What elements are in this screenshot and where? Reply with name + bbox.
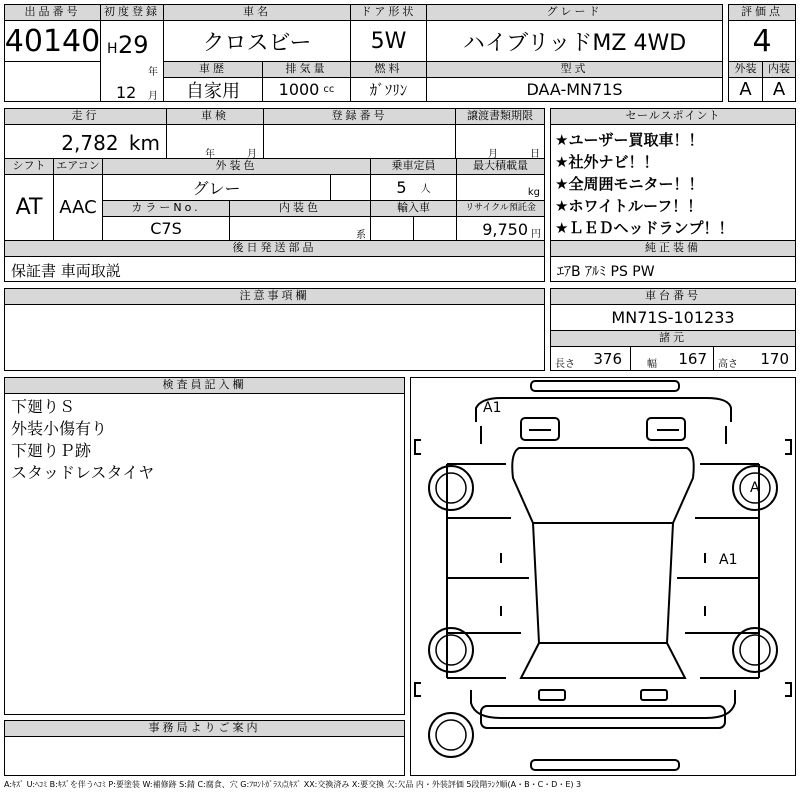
mark-a1-right: A1	[719, 552, 738, 568]
height-box	[713, 346, 796, 371]
transfer-label: 譲渡書類期限	[455, 108, 545, 125]
score-label: 評価点	[728, 4, 796, 21]
name-label: 車名	[163, 4, 351, 21]
windshield-shape	[512, 448, 694, 523]
reg-year: 29	[118, 31, 149, 59]
recycle-box	[456, 216, 545, 241]
air-conditioner: AAC	[53, 174, 103, 241]
import-a	[370, 216, 414, 241]
load-box	[456, 174, 545, 201]
body-sides	[447, 464, 759, 678]
inspector-line: 下廻りＳ	[11, 397, 76, 416]
inspector-label: 検査員記入欄	[4, 377, 405, 394]
car-diagram-svg	[411, 378, 795, 775]
inspect-month-unit: 月	[247, 149, 257, 159]
fuel: ｶﾞｿﾘﾝ	[350, 77, 427, 102]
inspect-box	[166, 124, 264, 159]
lot-label: 出品番号	[4, 4, 101, 21]
mileage: 2,782	[61, 131, 119, 155]
color-blank	[330, 174, 371, 201]
transfer-box	[455, 124, 545, 159]
import-b	[413, 216, 457, 241]
year-unit: 年	[148, 67, 158, 78]
recycle-fee: 9,750	[482, 220, 528, 239]
reg-box	[100, 20, 164, 102]
mark-a-right: A	[750, 480, 760, 496]
color-label: 外装色	[102, 158, 371, 175]
width-box	[630, 346, 714, 371]
displacement: 1000	[278, 80, 320, 99]
model-label: 型式	[426, 61, 723, 78]
width: 167	[678, 350, 707, 368]
height: 170	[760, 350, 789, 368]
shift-label: シフト	[4, 158, 54, 175]
intcolor-label: 内装色	[229, 200, 371, 217]
exterior-color: グレー	[102, 174, 331, 201]
import-label: 輸入車	[370, 200, 457, 217]
legend-footer: A:ｷｽﾞ U:ﾍｺﾐ B:ｷｽﾞを伴うﾍｺﾐ P:要塗装 W:補修跡 S:錆 C:腐食、穴 G:ﾌﾛﾝﾄｶﾞﾗｽ点ｷｽﾞ XX:交換済み X:要交換 欠:欠品 内・外装評価 5段階ﾗﾝｸ順(A・B・C・D・E) 3	[4, 780, 582, 789]
lot-blank	[4, 61, 101, 102]
inspect-label: 車検	[166, 108, 264, 125]
car-name: クロスビー	[163, 20, 351, 62]
taillight-right	[641, 690, 667, 700]
reg-label: 初度登録	[100, 4, 164, 21]
plate-label: 登録番号	[263, 108, 456, 125]
color-number: C7S	[102, 216, 230, 241]
lot-number: 40140	[4, 20, 101, 62]
width-label: 幅	[647, 359, 657, 370]
chassis-number: MN71S-101233	[550, 304, 796, 331]
wheel-rear-right-inner	[740, 635, 770, 665]
door-handle-rear	[501, 606, 705, 616]
rear-bar-shape	[531, 760, 679, 770]
length: 376	[593, 350, 622, 368]
mileage-label: 走行	[4, 108, 167, 125]
era: H	[107, 41, 118, 57]
intcolor-unit: 系	[356, 230, 366, 241]
office-label: 事務局よりご案内	[4, 720, 405, 737]
reg-month: 12	[116, 83, 137, 102]
chassis-label: 車台番号	[550, 288, 796, 305]
doors-label: ドア形状	[350, 4, 427, 21]
length-box	[550, 346, 631, 371]
wheel-front-left-inner	[436, 473, 466, 503]
inspector-line: スタッドレスタイヤ	[11, 463, 155, 482]
dims-label: 諸元	[550, 330, 796, 347]
equip-label: 純正装備	[550, 240, 796, 257]
sales-point: ★ホワイトルーフ！！	[555, 197, 703, 215]
grade: ハイブリッドMZ 4WD	[426, 20, 723, 62]
history-label: 車歴	[163, 61, 263, 78]
ext-label: 外装	[728, 61, 763, 78]
sales-points	[550, 124, 796, 241]
month-unit: 月	[148, 91, 158, 102]
length-label: 長さ	[555, 359, 575, 370]
hood-shape	[476, 398, 731, 422]
inspector-notes	[4, 393, 405, 715]
score: 4	[728, 20, 796, 62]
spare-wheel-inner	[436, 720, 466, 750]
front-bumper-shape	[531, 381, 679, 391]
recycle-label: リサイクル預託金	[456, 200, 545, 217]
colorno-label: カラーNo.	[102, 200, 230, 217]
car-diagram	[410, 377, 796, 776]
mileage-unit: km	[128, 131, 160, 155]
roof-shape	[533, 523, 673, 643]
intcolor-box	[229, 216, 371, 241]
disp-unit: cc	[323, 84, 335, 95]
model: DAA-MN71S	[426, 77, 723, 102]
sales-label: セールスポイント	[550, 108, 796, 125]
load-label: 最大積載量	[456, 158, 545, 175]
seats: 5	[396, 178, 407, 197]
notes-area	[4, 304, 545, 371]
door-handle-front	[501, 553, 705, 563]
seats-label: 乗車定員	[370, 158, 457, 175]
wheel-rear-left-inner	[436, 635, 466, 665]
sales-point: ★ＬＥＤヘッドランプ！！	[555, 219, 734, 237]
height-label: 高さ	[718, 359, 738, 370]
mileage-box	[4, 124, 167, 159]
load-unit: kg	[527, 187, 540, 198]
grade-label: グレード	[426, 4, 723, 21]
notes-label: 注意事項欄	[4, 288, 545, 305]
office-area	[4, 736, 405, 776]
disp-box	[262, 77, 351, 102]
seats-box	[370, 174, 457, 201]
ext-grade: A	[728, 77, 763, 102]
inspector-line: 下廻りＰ跡	[11, 441, 92, 460]
later-parts-label: 後日発送部品	[4, 240, 545, 257]
rear-window-shape	[521, 643, 685, 678]
transfer-month-unit: 月	[488, 149, 498, 159]
shift: AT	[4, 174, 54, 241]
transfer-day-unit: 日	[530, 149, 540, 159]
equipment: ｴｱB ｱﾙﾐ PS PW	[550, 256, 796, 282]
inspect-year-unit: 年	[205, 149, 215, 159]
inspector-line: 外装小傷有り	[11, 419, 108, 438]
history: 自家用	[163, 77, 263, 102]
plate-box	[263, 124, 456, 159]
int-grade: A	[762, 77, 796, 102]
sales-point: ★ユーザー買取車！！	[555, 131, 704, 149]
taillight-left	[539, 690, 565, 700]
mark-a1-top: A1	[483, 400, 502, 416]
ac-label: エアコン	[53, 158, 103, 175]
sales-point: ★全周囲モニター！！	[555, 175, 704, 193]
seats-unit: 人	[420, 184, 431, 195]
recycle-unit: 円	[531, 229, 541, 240]
later-parts: 保証書 車両取説	[4, 256, 545, 282]
doors: 5W	[350, 20, 427, 62]
fuel-label: 燃料	[350, 61, 427, 78]
hood-sides	[481, 426, 726, 444]
disp-label: 排気量	[262, 61, 351, 78]
sales-point: ★社外ナビ！！	[555, 153, 659, 171]
tailgate-shape	[471, 690, 735, 718]
int-label: 内装	[762, 61, 796, 78]
